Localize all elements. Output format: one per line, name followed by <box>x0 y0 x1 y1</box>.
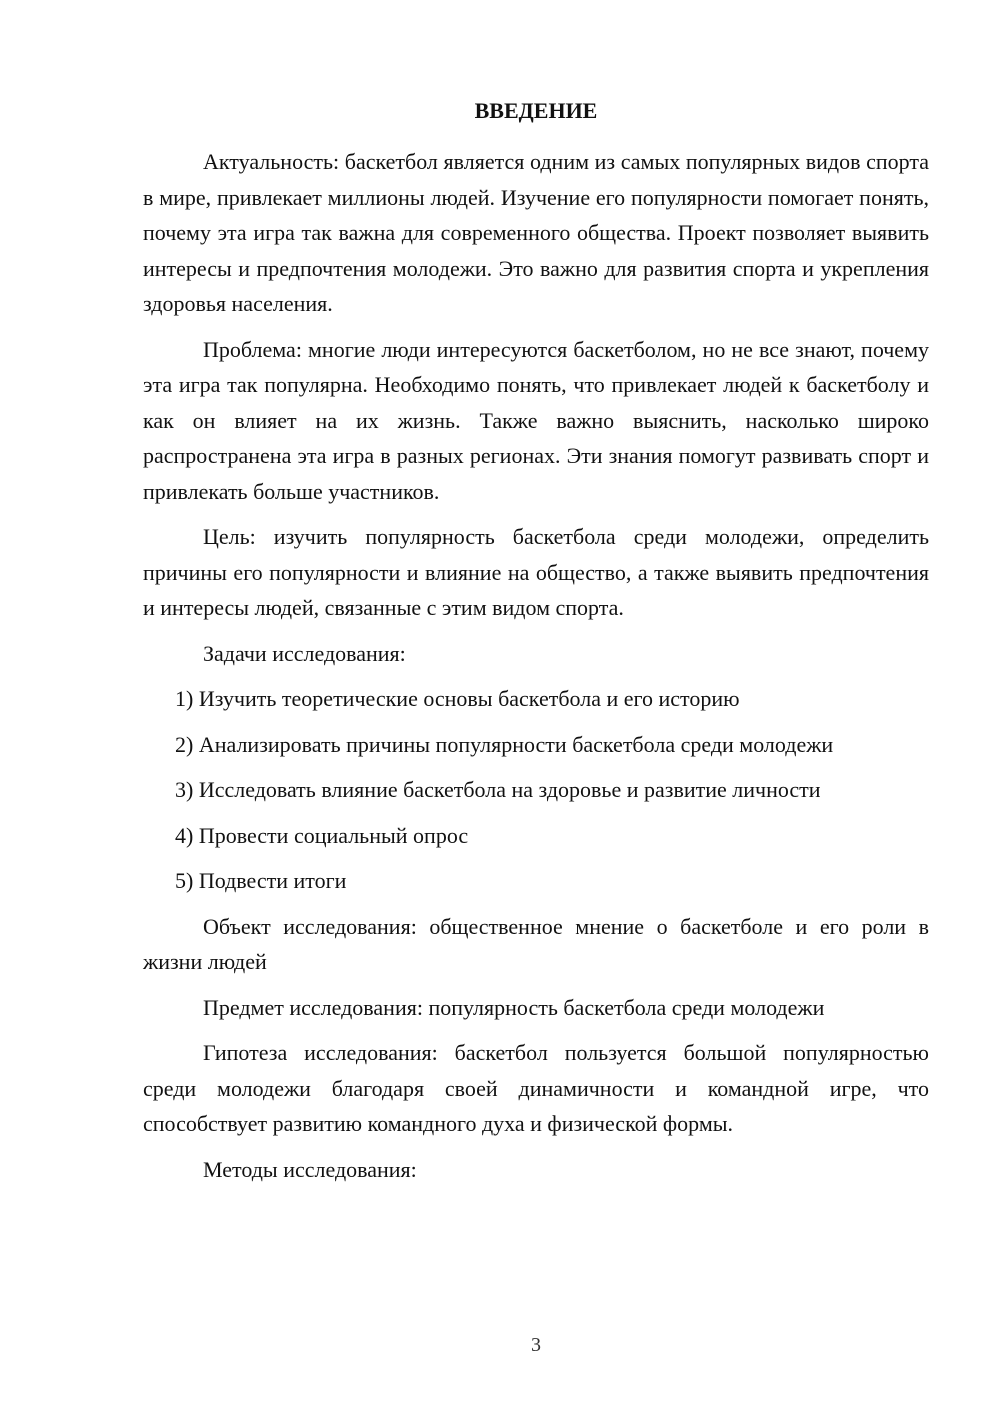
list-item: 1) Изучить теоретические основы баскетбола и его историю <box>175 686 740 711</box>
list-item: 2) Анализировать причины популярности баскетбола среди молодежи <box>175 731 834 757</box>
page-title: ВВЕДЕНИЕ <box>474 98 598 123</box>
list-item: 5) Подвести итоги <box>175 868 347 893</box>
object-paragraph: Объект исследования: общественное мнение о баскетболе и его роли в жизни людей <box>143 913 929 974</box>
relevance-paragraph: Актуальность: баскетбол является одним из самых популярных видов спорта в мире, привлекает миллионы людей. Изучение его популярности помогает понять, почему эта игра так важна для современного общества. Проект позволяет выявить интересы и предпочтения молодежи. Это важно для развития спорта и укрепления здоровья населения. <box>143 149 929 316</box>
list-item: 4) Провести социальный опрос <box>175 822 469 848</box>
hypothesis-paragraph: Гипотеза исследования: баскетбол пользуется большой популярностью среди молодежи благодаря своей динамичности и командной игре, что способствует развитию командного духа и физической формы. <box>143 1040 929 1136</box>
page-number: 3 <box>531 1334 541 1356</box>
document-body <box>143 144 929 1197</box>
tasks-heading: Задачи исследования: <box>203 640 406 666</box>
goal-paragraph: Цель: изучить популярность баскетбола среди молодежи, определить причины его популярности и влияние на общество, а также выявить предпочтения и интересы людей, связанные с этим видом спорта. <box>143 524 929 620</box>
problem-paragraph: Проблема: многие люди интересуются баскетболом, но не все знают, почему эта игра так популярна. Необходимо понять, что привлекает людей к баскетболу и как он влияет на их жизнь. Также важно выяснить, насколько широко распространена эта игра в разных регионах. Эти знания помогут развивать спорт и привлекать больше участников. <box>143 336 929 504</box>
methods-heading: Методы исследования: <box>203 1156 417 1182</box>
subject-paragraph: Предмет исследования: популярность баскетбола среди молодежи <box>203 994 825 1020</box>
list-item: 3) Исследовать влияние баскетбола на здоровье и развитие личности <box>175 777 821 802</box>
tasks-list <box>143 681 929 899</box>
